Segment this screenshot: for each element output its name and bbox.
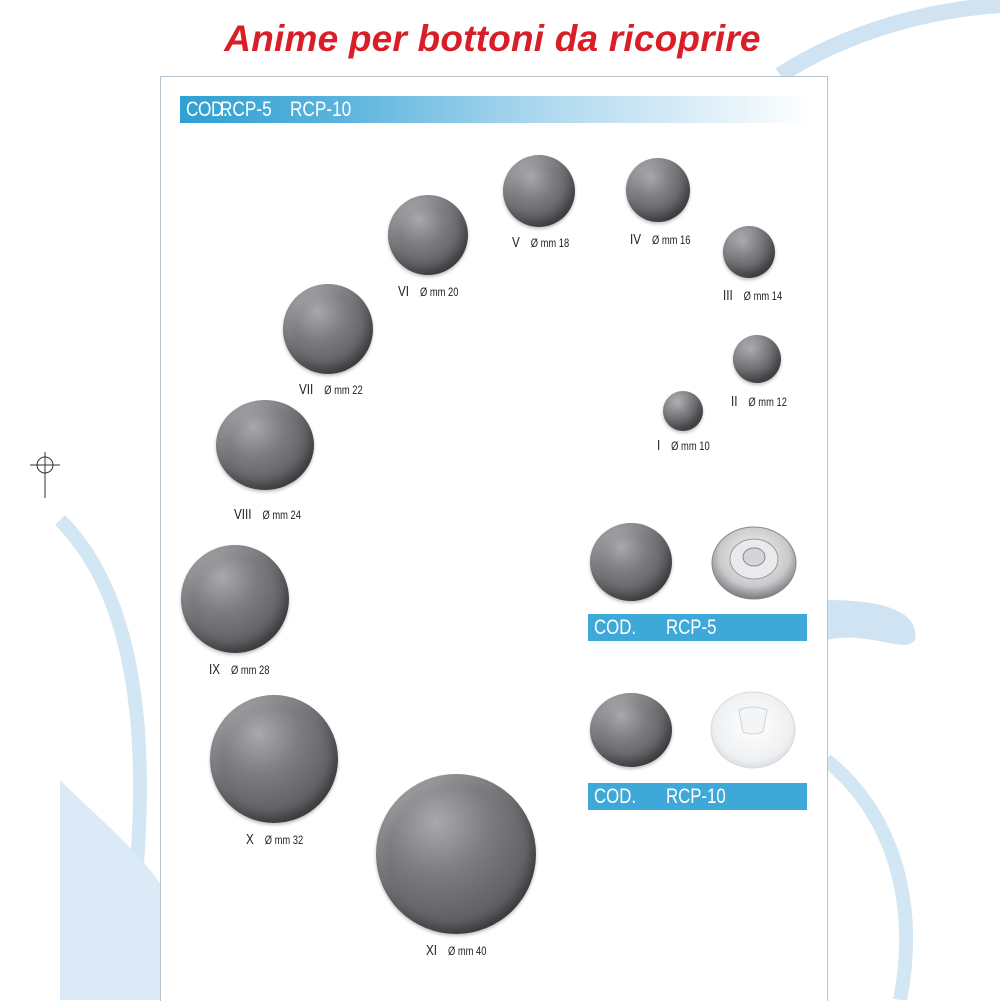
button-size-ix (181, 545, 289, 653)
button-size-vii (283, 284, 373, 374)
caption-size-iv: IV Ø mm 16 (630, 231, 691, 248)
product-bar-rcp10: COD. RCP-10 (588, 783, 807, 810)
button-size-vi (388, 195, 468, 275)
button-size-ii (733, 335, 781, 383)
button-size-i (663, 391, 703, 431)
caption-size-vi: VI Ø mm 20 (398, 283, 459, 300)
button-size-xi (376, 774, 536, 934)
code-prefix: COD. (186, 98, 228, 121)
rcp5-back-shank-icon (709, 523, 799, 601)
caption-size-x: X Ø mm 32 (246, 831, 304, 848)
caption-size-ix: IX Ø mm 28 (209, 661, 270, 678)
caption-size-vii: VII Ø mm 22 (299, 381, 363, 398)
caption-size-iii: III Ø mm 14 (723, 287, 783, 304)
caption-size-v: V Ø mm 18 (512, 234, 570, 251)
registration-mark-icon (30, 450, 60, 498)
code-rcp10: RCP-10 (290, 98, 352, 121)
page-title: Anime per bottoni da ricoprire (224, 18, 761, 59)
rcp10-plastic-back-icon (707, 688, 799, 770)
caption-size-xi: XI Ø mm 40 (426, 942, 487, 959)
caption-size-viii: VIII Ø mm 24 (234, 506, 301, 523)
button-size-v (503, 155, 575, 227)
code-rcp5: RCP-5 (220, 98, 272, 121)
button-size-viii (216, 400, 314, 490)
product-bar-rcp5: COD. RCP-5 (588, 614, 807, 641)
rcp10-front-shell (590, 693, 672, 767)
caption-size-i: I Ø mm 10 (657, 437, 710, 454)
button-size-iv (626, 158, 690, 222)
rcp5-front-shell (590, 523, 672, 601)
code-header-bar (180, 96, 814, 123)
button-size-x (210, 695, 338, 823)
button-size-iii (723, 226, 775, 278)
caption-size-ii: II Ø mm 12 (731, 393, 787, 410)
